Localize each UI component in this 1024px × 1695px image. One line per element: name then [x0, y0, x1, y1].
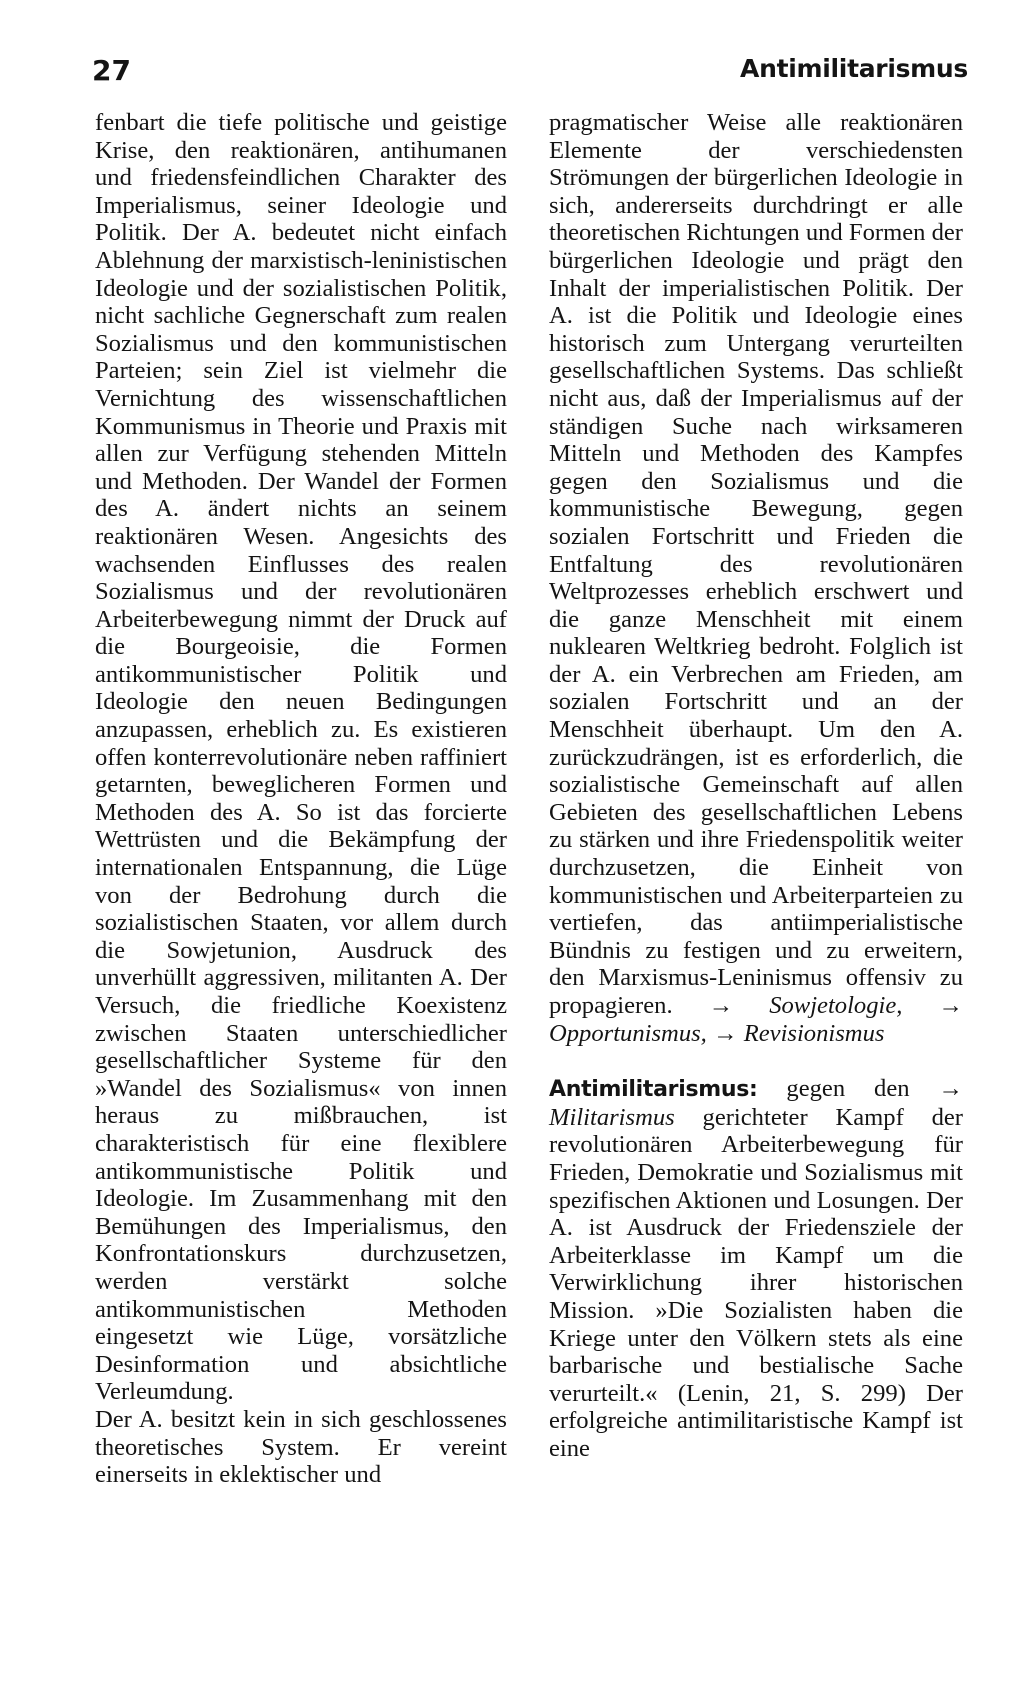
page-header — [86, 54, 968, 94]
entry-cross-reference: Militarismus — [549, 1103, 675, 1131]
left-paragraph-1: fenbart die tiefe politische und geistige Krise, den reaktionären, antihumanen und friedensfeindlichen Charakter des Imperialismus, seiner Ideologie und Politik. Der A. bedeutet nicht einfach Ablehnung der marxistisch-leninistischen Ideologie und der sozialistischen Politik, nicht sachliche Gegnerschaft zum realen Sozialismus und den kommunistischen Parteien; sein Ziel ist vielmehr die Vernichtung des wissenschaftlichen Kommunismus in Theorie und Praxis mit allen zur Verfügung stehenden Mitteln und Methoden. Der Wandel der Formen des A. ändert nichts an seinem reaktionären Wesen. Angesichts des wachsenden Einflusses des realen Sozialismus und der revolutionären Arbeiterbewegung nimmt der Druck auf die Bourgeoisie, die Formen antikommunistischer Politik und Ideologie den neuen Bedingungen anzupassen, erheblich zu. Es existieren offen konterrevolutionäre neben raffiniert getarnten, beweglicheren Formen und Methoden des A. So ist das forcierte Wettrüsten und die Bekämpfung der internationalen Entspannung, die Lüge von der Bedrohung durch die sozialistischen Staaten, vor allem durch die Sowjetunion, Ausdruck des unverhüllt aggressiven, militanten A. Der Versuch, die friedliche Koexistenz zwischen Staaten unterschiedlicher gesellschaftlicher Systeme für den »Wandel des Sozialismus« von innen heraus zu mißbrauchen, ist charakteristisch für eine flexiblere antikommunistische Politik und Ideologie. Im Zusammenhang mit den Bemühungen des Imperialismus, den Konfrontationskurs durchzusetzen, werden verstärkt solche antikommunistischen Methoden eingesetzt wie Lüge, vorsätzliche Desinformation und absichtliche Verleumdung. — [95, 109, 507, 1406]
left-paragraph-2: Der A. besitzt kein in sich geschlossenes theoretisches System. Er vereint einerseits in eklektischer und — [95, 1405, 507, 1489]
entry-text-start: gegen den → — [786, 1075, 964, 1103]
running-head: Antimilitarismus — [740, 54, 968, 83]
right-column — [549, 109, 963, 1463]
continued-text: pragmatischer Weise alle reaktionären Elemente der verschiedensten Strömungen der bürgerlichen Ideologie in sich, andererseits durchdringt er alle theoretischen Richtungen und Formen der bürgerlichen Ideologie und prägt den Inhalt der imperialistischen Politik. Der A. ist die Politik und Ideologie eines historisch zum Untergang verurteilten gesellschaftlichen Systems. Das schließt nicht aus, daß der Imperialismus auf der ständigen Suche nach wirksameren Mitteln und Methoden des Kampfes gegen den Sozialismus und die kommunistische Bewegung, gegen sozialen Fortschritt und Frieden die Entfaltung des revolutionären Weltprozesses erheblich erschwert und die ganze Menschheit mit einem nuklearen Weltkrieg bedroht. Folglich ist der A. ein Verbrechen am Frieden, am sozialen Fortschritt und an der Menschheit überhaupt. Um den A. zurückzudrängen, ist es erforderlich, die sozialistische Gemeinschaft auf allen Gebieten des gesellschaftlichen Lebens zu stärken und ihre Friedenspolitik weiter durchzusetzen, die Einheit von kommunistischen und Arbeiterparteien zu vertiefen, das antiimperialistische Bündnis zu festigen und zu erweitern, den Marxismus-Leninismus offensiv zu propagieren. — [549, 109, 963, 1019]
entry-headword: Antimilitarismus: — [549, 1077, 758, 1103]
page-number: 27 — [92, 54, 131, 87]
entry-text-body: gerichteter Kampf der revolutionären Arbeiterbewegung für Frieden, Demokratie und Sozialismus mit spezifischen Aktionen und Losungen. Der A. ist Ausdruck der Friedensziele der Arbeiterklasse im Kampf um die Verwirklichung ihrer historischen Mission. »Die Sozialisten haben die Kriege unter den Völkern stets als eine barbarische und bestialische Sache verurteilt.« (Lenin, 21, S. 299) Der erfolgreiche antimilitaristische Kampf ist eine — [549, 1103, 963, 1462]
right-paragraph-1 — [549, 109, 963, 1047]
dictionary-entry-antimilitarismus — [549, 1075, 963, 1462]
entry-spacer — [549, 1047, 963, 1075]
left-column — [95, 109, 507, 1489]
cross-references: → Sowjetologie, → Opportunismus, → Revisionismus — [549, 992, 964, 1047]
